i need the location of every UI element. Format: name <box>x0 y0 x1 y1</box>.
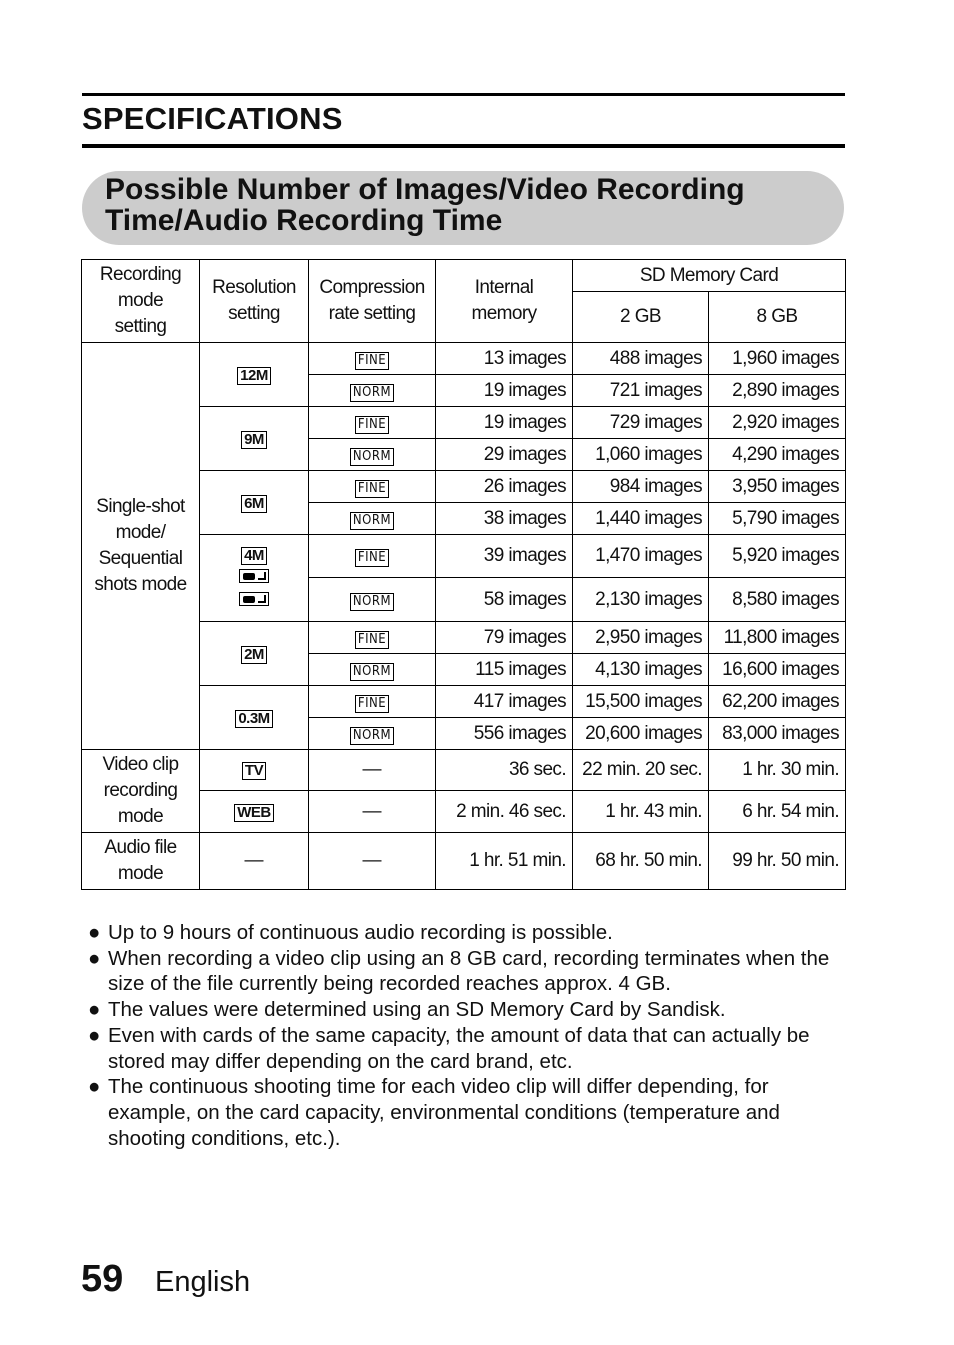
cell-2gb: 68 hr. 50 min. <box>573 833 709 890</box>
page-language: English <box>155 1266 251 1298</box>
cell-8gb: 5,790 images <box>709 503 846 535</box>
cell-internal: 556 images <box>436 718 573 750</box>
header-internal: Internal memory <box>436 260 573 343</box>
camera-high-speed-icon <box>239 569 269 583</box>
resolution-tv-icon: TV <box>242 762 266 780</box>
table-row <box>82 750 846 791</box>
cell-2gb: 1,440 images <box>573 503 709 535</box>
cell-2gb: 22 min. 20 sec. <box>573 750 709 791</box>
cell-2gb: 1,060 images <box>573 439 709 471</box>
page-number: 59 <box>81 1258 124 1300</box>
cell-2gb: 1 hr. 43 min. <box>573 791 709 833</box>
cell-8gb: 16,600 images <box>709 654 846 686</box>
subtitle <box>105 174 844 236</box>
cell-internal: 26 images <box>436 471 573 503</box>
cell-dash: — <box>309 791 436 833</box>
cell-internal: 13 images <box>436 343 573 375</box>
notes-list <box>88 920 848 1151</box>
cell-2gb: 2,950 images <box>573 622 709 654</box>
subtitle-banner <box>82 171 844 245</box>
table-row <box>82 833 846 890</box>
fine-icon: FINE <box>355 631 389 649</box>
header-resolution: Resolution setting <box>200 260 309 343</box>
norm-icon: NORM <box>350 593 394 611</box>
cell-8gb: 1 hr. 30 min. <box>709 750 846 791</box>
note-item: ● The continuous shooting time for each video clip will differ depending, for example, on the card capacity, environmental conditions (temperature and shooting conditions, etc.). <box>88 1075 780 1150</box>
resolution-web-icon: WEB <box>234 804 274 822</box>
cell-8gb: 99 hr. 50 min. <box>709 833 846 890</box>
cell-2gb: 1,470 images <box>573 535 709 578</box>
cell-internal: 38 images <box>436 503 573 535</box>
fine-icon: FINE <box>355 480 389 498</box>
cell-internal: 19 images <box>436 375 573 407</box>
resolution-4m-icon: 4M <box>241 547 267 565</box>
resolution-9m-icon: 9M <box>241 431 267 449</box>
header-sd-card: SD Memory Card <box>573 260 846 292</box>
fine-icon: FINE <box>355 549 389 567</box>
header-mode: Recording mode setting <box>82 260 200 343</box>
capacity-table <box>81 259 846 890</box>
cell-2gb: 488 images <box>573 343 709 375</box>
cell-8gb: 11,800 images <box>709 622 846 654</box>
cell-8gb: 4,290 images <box>709 439 846 471</box>
note-item: ● Even with cards of the same capacity, the amount of data that can actually be stored may differ depending on the card brand, etc. <box>88 1023 810 1073</box>
top-rule <box>82 93 845 96</box>
fine-icon: FINE <box>355 416 389 434</box>
cell-2gb: 984 images <box>573 471 709 503</box>
cell-8gb: 62,200 images <box>709 686 846 718</box>
norm-icon: NORM <box>350 384 394 402</box>
subtitle-line-1: Possible Number of Images/Video Recording <box>105 173 745 206</box>
norm-icon: NORM <box>350 663 394 681</box>
header-8gb: 8 GB <box>709 292 846 343</box>
cell-2gb: 4,130 images <box>573 654 709 686</box>
resolution-2m-icon: 2M <box>241 646 267 664</box>
header-compression: Compression rate setting <box>309 260 436 343</box>
norm-icon: NORM <box>350 448 394 466</box>
bullet-icon: ● <box>88 946 101 970</box>
cell-internal: 36 sec. <box>436 750 573 791</box>
cell-internal: 79 images <box>436 622 573 654</box>
cell-internal: 19 images <box>436 407 573 439</box>
cell-2gb: 2,130 images <box>573 578 709 622</box>
cell-2gb: 15,500 images <box>573 686 709 718</box>
cell-8gb: 5,920 images <box>709 535 846 578</box>
fine-icon: FINE <box>355 695 389 713</box>
cell-dash: — <box>200 833 309 890</box>
cell-8gb: 83,000 images <box>709 718 846 750</box>
cell-8gb: 1,960 images <box>709 343 846 375</box>
cell-8gb: 2,920 images <box>709 407 846 439</box>
title-rule <box>82 144 845 148</box>
cell-internal: 1 hr. 51 min. <box>436 833 573 890</box>
cell-internal: 58 images <box>436 578 573 622</box>
cell-internal: 115 images <box>436 654 573 686</box>
cell-2gb: 721 images <box>573 375 709 407</box>
cell-internal: 417 images <box>436 686 573 718</box>
header-2gb: 2 GB <box>573 292 709 343</box>
cell-8gb: 3,950 images <box>709 471 846 503</box>
note-item: ● When recording a video clip using an 8 GB card, recording terminates when the size of the file currently being recorded reaches approx. 4 GB. <box>88 946 830 996</box>
cell-dash: — <box>309 750 436 791</box>
note-item: ● The values were determined using an SD Memory Card by Sandisk. <box>88 998 726 1022</box>
resolution-12m-icon: 12M <box>237 367 271 385</box>
fine-icon: FINE <box>355 352 389 370</box>
cell-8gb: 8,580 images <box>709 578 846 622</box>
cell-8gb: 6 hr. 54 min. <box>709 791 846 833</box>
subtitle-line-2: Time/Audio Recording Time <box>105 204 503 237</box>
cell-internal: 39 images <box>436 535 573 578</box>
bullet-icon: ● <box>88 1023 101 1047</box>
norm-icon: NORM <box>350 512 394 530</box>
norm-icon: NORM <box>350 727 394 745</box>
cell-internal: 2 min. 46 sec. <box>436 791 573 833</box>
table-row <box>82 343 846 375</box>
bullet-icon: ● <box>88 921 101 944</box>
cell-2gb: 20,600 images <box>573 718 709 750</box>
mode-audio: Audio file mode <box>82 833 200 890</box>
bullet-icon: ● <box>88 998 101 1022</box>
cell-dash: — <box>309 833 436 890</box>
camera-burst-icon <box>239 592 269 606</box>
resolution-6m-icon: 6M <box>241 495 267 513</box>
bullet-icon: ● <box>88 1075 101 1099</box>
cell-internal: 29 images <box>436 439 573 471</box>
mode-still: Single-shot mode/ Sequential shots mode <box>82 343 200 750</box>
section-title: SPECIFICATIONS <box>82 101 343 136</box>
note-item: ● Up to 9 hours of continuous audio recording is possible. <box>88 921 613 944</box>
resolution-03m-icon: 0.3M <box>235 710 272 728</box>
cell-2gb: 729 images <box>573 407 709 439</box>
mode-video: Video clip recording mode <box>82 750 200 833</box>
cell-8gb: 2,890 images <box>709 375 846 407</box>
